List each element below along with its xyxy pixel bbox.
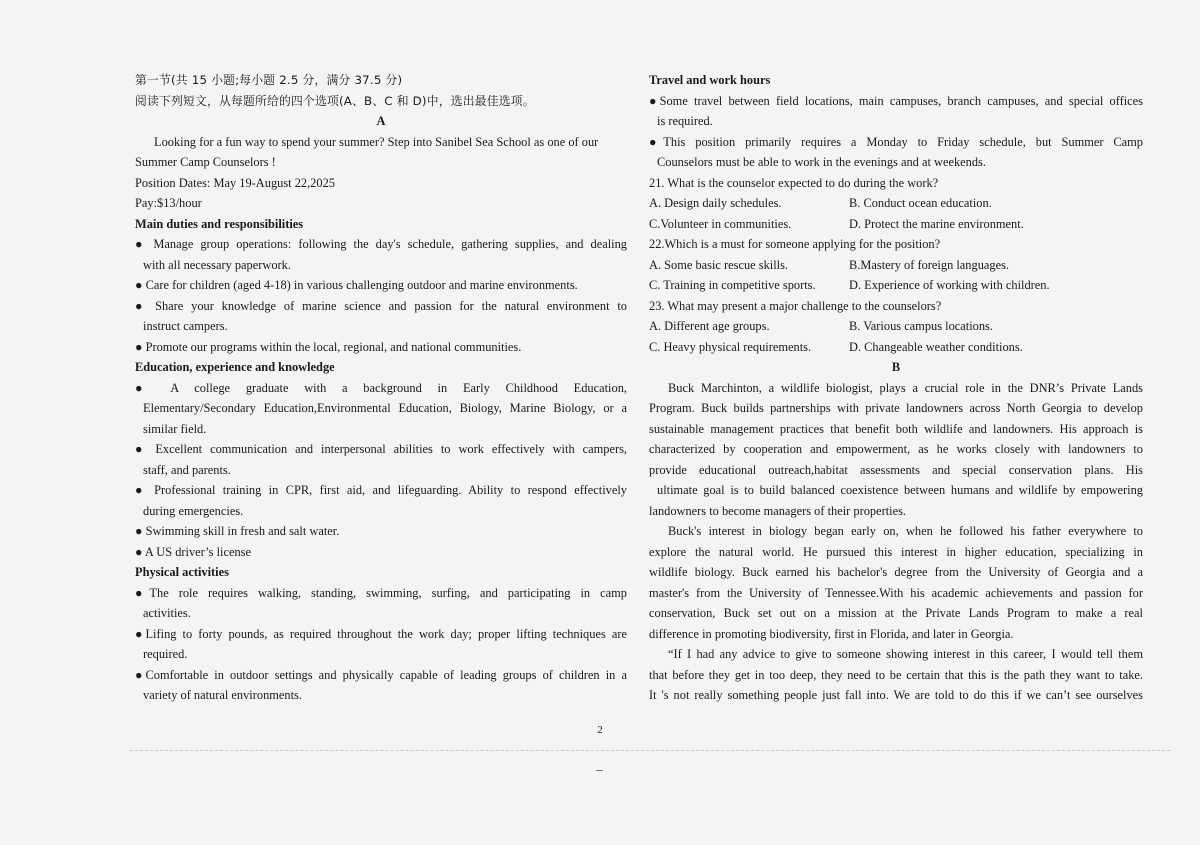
phys-1-line-1: ●The role requires walking, standing, swimming, surfing, and participating in camp [135, 585, 627, 600]
passage-b-line-15: that before they get in too deep, they need to be certain that this is the path they want to take. [649, 667, 1143, 682]
duty-4: ● Promote our programs within the local, regional, and national communities. [135, 339, 522, 354]
phys-2-line-2: required. [143, 647, 188, 661]
edu-1-line-3: similar field. [143, 421, 207, 436]
q23-option-a[interactable]: A. Different age groups. [649, 319, 770, 333]
passage-b-line-3: sustainable management practices that benefit both wildlife and landowners. His approach is [649, 421, 1143, 436]
travel-heading: Travel and work hours [649, 73, 771, 87]
passage-b-line-9: explore the natural world. He pursued this interest in higher education, specializing in [649, 544, 1143, 559]
pay: Pay:$13/hour [135, 196, 202, 210]
passage-b-line-1: Buck Marchinton, a wildlife biologist, plays a crucial role in the DNR’s Private Lands [668, 380, 1143, 395]
edu-1-line-1: ● A college graduate with a background in Early Childhood Education, [135, 380, 627, 395]
phys-3-line-2: variety of natural environments. [143, 688, 302, 702]
position-dates: Position Dates: May 19-August 22,2025 [135, 175, 335, 190]
q22-option-d[interactable]: D. Experience of working with children. [849, 278, 1050, 292]
q21-option-a[interactable]: A. Design daily schedules. [649, 196, 782, 210]
edu-3-line-1: ● Professional training in CPR, first aid, and lifeguarding. Ability to respond effectively [135, 483, 627, 497]
duty-2: ● Care for children (aged 4-18) in various challenging outdoor and marine environments. [135, 278, 578, 292]
passage-b-line-5: provide educational outreach,habitat assessments and special conservation plans. His [649, 462, 1143, 477]
intro-line-1: Looking for a fun way to spend your summer? Step into Sanibel Sea School as one of our [154, 134, 599, 149]
q23-option-b[interactable]: B. Various campus locations. [849, 319, 993, 333]
passage-b-line-12: conservation, Buck set out on a mission at the Private Lands Program to make a real [649, 606, 1143, 620]
edu-2-line-2: staff, and parents. [143, 462, 231, 477]
duty-1-line-1: ● Manage group operations: following the day's schedule, gathering supplies, and dealing [135, 237, 627, 251]
question-23-options-row-2 [649, 337, 1143, 358]
physical-heading: Physical activities [135, 565, 229, 579]
q23-option-d[interactable]: D. Changeable weather conditions. [849, 339, 1023, 354]
phys-3-line-1: ●Comfortable in outdoor settings and physically capable of leading groups of children in a [135, 667, 627, 682]
q23-option-c[interactable]: C. Heavy physical requirements. [649, 339, 812, 354]
passage-b-line-10: wildlife biology. Buck earned his bachelor's degree from the University of Georgia and a [649, 565, 1143, 579]
edu-5: ● A US driver’s license [135, 544, 252, 559]
question-22: 22.Which is a must for someone applying for the position? [649, 237, 941, 251]
passage-b-line-13: difference in promoting biodiversity, first in Florida, and later in Georgia. [649, 626, 1014, 641]
question-21-options-row-2 [649, 214, 1143, 235]
passage-b-line-4: characterized by cooperation and empowerment, as he works closely with landowners to [649, 442, 1143, 456]
duty-1-line-2: with all necessary paperwork. [143, 257, 291, 272]
travel-1-line-1: ●Some travel between field locations, main campuses, branch campuses, and special offices [649, 93, 1143, 108]
edu-3-line-2: during emergencies. [143, 503, 244, 518]
intro-line-2: Summer Camp Counselors ! [135, 155, 276, 169]
passage-b-line-16: It 's not really something people just fall into. We are told to do this if we can’t see ourselves [649, 688, 1143, 702]
scan-mark [596, 770, 603, 771]
right-column [649, 70, 1143, 706]
duty-3-line-1: ● Share your knowledge of marine science and passion for the natural environment to [135, 298, 627, 313]
passage-b-line-6: ultimate goal is to build balanced coexistence between humans and wildlife by empowering [657, 483, 1143, 497]
edu-4: ● Swimming skill in fresh and salt water. [135, 524, 340, 538]
q21-option-b[interactable]: B. Conduct ocean education. [849, 196, 992, 210]
duty-3-line-2: instruct campers. [143, 319, 228, 333]
passage-b-line-7: landowners to become managers of their properties. [649, 503, 907, 518]
instructions: 阅读下列短文，从每题所给的四个选项(A、B、C 和 D)中，选出最佳选项。 [135, 93, 535, 108]
left-column [135, 70, 627, 706]
duties-heading: Main duties and responsibilities [135, 216, 304, 231]
passage-b-line-14: “If I had any advice to give to someone showing interest in this career, I would tell them [668, 647, 1143, 661]
question-22-options-row-2 [649, 275, 1143, 296]
phys-2-line-1: ●Lifing to forty pounds, as required throughout the work day; proper lifting techniques are [135, 626, 627, 641]
travel-2-line-1: ●This position primarily requires a Monday to Friday schedule, but Summer Camp [649, 134, 1143, 149]
section-header: 第一节(共 15 小题;每小题 2.5 分，满分 37.5 分) [135, 73, 403, 87]
q21-option-c[interactable]: C.Volunteer in communities. [649, 216, 792, 231]
travel-1-line-2: is required. [657, 114, 713, 128]
q22-option-a[interactable]: A. Some basic rescue skills. [649, 257, 789, 272]
phys-1-line-2: activities. [143, 606, 191, 620]
question-22-options-row-1 [649, 255, 1143, 276]
page-number: 2 [597, 724, 603, 736]
education-heading: Education, experience and knowledge [135, 360, 335, 374]
passage-b-label: B [891, 360, 901, 374]
question-23-options-row-1 [649, 316, 1143, 337]
travel-2-line-2: Counselors must be able to work in the evenings and at weekends. [657, 155, 986, 169]
passage-b-line-11: master's from the University of Tennessee.With his academic achievements and passion for [649, 585, 1143, 600]
passage-a-label: A [376, 114, 386, 128]
q22-option-b[interactable]: B.Mastery of foreign languages. [849, 257, 1010, 272]
passage-b-line-2: Program. Buck builds partnerships with private landowners across North Georgia to develop [649, 401, 1143, 415]
q21-option-d[interactable]: D. Protect the marine environment. [849, 216, 1024, 231]
page-divider [130, 750, 1170, 751]
q22-option-c[interactable]: C. Training in competitive sports. [649, 278, 816, 292]
passage-b-line-8: Buck's interest in biology began early on, when he followed his father everywhere to [668, 524, 1143, 538]
edu-2-line-1: ● Excellent communication and interpersonal abilities to work effectively with campers, [135, 442, 627, 456]
edu-1-line-2: Elementary/Secondary Education,Environmental Education, Biology, Marine Biology, or a [143, 401, 627, 415]
question-21: 21. What is the counselor expected to do during the work? [649, 175, 939, 190]
question-21-options-row-1 [649, 193, 1143, 214]
question-23: 23. What may present a major challenge to the counselors? [649, 298, 942, 313]
